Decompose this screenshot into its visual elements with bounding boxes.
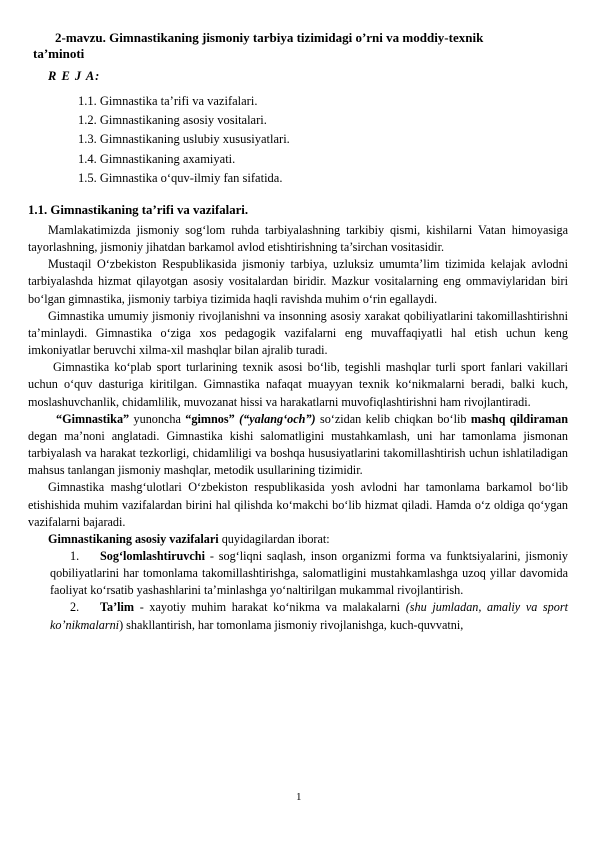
paragraph: Gimnastika umumiy jismoniy rivojlanishni va insonning asosiy xarakat qobiliyatlarini takomillashtirishni ta’minlaydi. Gimnastika o‘ziga xos pedagogik vazifalarni eng muvaffaqiyatli hal etish uchun keng imkoniyatlar beruvchi xilma-xil mashqlar bilan ajralib turadi. xyxy=(28,308,568,358)
term-gimnastika: “Gimnastika” xyxy=(56,411,130,426)
plan-item: 1.3. Gimnastikaning uslubiy xususiyatlari. xyxy=(78,132,290,147)
topic-title xyxy=(33,30,563,62)
paragraph: Mustaqil O‘zbekiston Respublikasida jismoniy tarbiya, uzluksiz umumta’lim tizimida kelajak avlodni tarbiyalashda hizmat qilayotgan asosiy vositalardan biridir. Mazkur vositalarning eng ommaviylaridan biri bo‘lgan gimnastika, jismoniy tarbiya tizimida haqli ravishda muhim o‘rin egallaydi. xyxy=(28,257,568,306)
tasks-heading: Gimnastikaning asosiy vazifalari xyxy=(48,531,219,546)
paragraph-gymnastics-definition xyxy=(28,411,568,480)
text-run: - sog‘liqni saqlash, inson organizmi forma va funktsiyalarini, jismoniy qobiliyatlarini har tomonlama takomillashtirishga, salomatligini mustahkamlashga uzoq yillar davomida faoliyat ko‘rsatib yashashlarini ta’minlashga yo‘naltirilgan mukammal rivojlantirish. xyxy=(50,548,568,598)
plan-item: 1.4. Gimnastikaning axamiyati. xyxy=(78,151,236,166)
item-number: 2. xyxy=(70,600,80,615)
plan-item: 1.2. Gimnastikaning asosiy vositalari. xyxy=(78,113,267,128)
text-run: quyidagilardan iborat: xyxy=(218,531,330,546)
text-run: ) shakllantirish, har tomonlama jismoniy rivojlanishga, kuch-quvvatni, xyxy=(119,617,464,632)
section-heading: 1.1. Gimnastikaning ta’rifi va vazifalari. xyxy=(28,203,249,217)
plan-item: 1.5. Gimnastika o‘quv-ilmiy fan sifatida. xyxy=(78,170,283,185)
term-translation: (“yalang‘och”) xyxy=(239,411,316,426)
italic-run: (shu jumladan, amaliy va sport ko’nikmalarni xyxy=(50,600,568,632)
page-number: 1 xyxy=(296,791,302,803)
plan-heading: R E J A: xyxy=(48,69,101,83)
paragraph: Gimnastika ko‘plab sport turlarining texnik asosi bo‘lib, tegishli mashqlar turli sport fanlari vakillari uchun o‘quv dasturiga kiritilgan. Gimnastika nafaqat muayyan texnik ko‘nikmalarni beradi, balki kuch, moslashuvchanlik, chidamlilik, muvozanat hissi va harakatlarni muvofiqlashtirishni ham rivojlantiradi. xyxy=(28,360,568,409)
section-body xyxy=(28,222,568,634)
item-term: Ta’lim xyxy=(100,600,135,615)
paragraph-tasks-intro xyxy=(28,531,568,548)
paragraph: Mamlakatimizda jismoniy sog‘lom ruhda tarbiyalashning tarkibiy qismi, kishilarni Vatan himoyasiga tayorlashning, jismoniy jihatdan barkamol avlod etishtirishning ta’sirchan vositasidir. xyxy=(28,223,568,255)
numbered-item xyxy=(28,599,568,633)
paragraph: Gimnastika mashg‘ulotlari O‘zbekiston respublikasida yosh avlodni har tamonlama barkamol bo‘lib etishishida muhim vazifalardan birini hal qilishda ko‘makchi bo‘lib hizmat qiladi. Hamda o‘z oldiga qo‘ygan vazifalarni bajaradi. xyxy=(28,480,568,529)
numbered-item xyxy=(28,548,568,599)
text-run: yunoncha xyxy=(129,411,186,426)
term-gimnos: “gimnos” xyxy=(185,411,235,426)
topic-title-line-1: 2-mavzu. Gimnastikaning jismoniy tarbiya tizimidagi o’rni va moddiy-texnik xyxy=(55,30,484,45)
term-meaning: mashq qildiraman xyxy=(470,411,568,426)
text-run: degan ma’noni anglatadi. Gimnastika kishi salomatligini mustahkamlash, uni har tamonlama jismonan tarbiyalash va harakat tezkorligi, chidamliligi va boshqa hususiyatlarini takomillashtirish uchun ishlatiladigan mahsus tanlangan jismoniy mashqlar, metodik usullarining tizimidir. xyxy=(28,428,568,478)
text-run: so‘zidan kelib chiqkan bo‘lib xyxy=(315,411,471,426)
item-term: Sog‘lomlashtiruvchi xyxy=(100,548,205,563)
plan-item: 1.1. Gimnastika ta’rifi va vazifalari. xyxy=(78,94,258,108)
plan-list xyxy=(78,92,290,188)
topic-title-line-2: ta’minoti xyxy=(33,46,85,61)
text-run: - xayotiy muhim harakat ko‘nikma va malakalarni xyxy=(134,600,406,615)
item-number: 1. xyxy=(70,548,80,563)
